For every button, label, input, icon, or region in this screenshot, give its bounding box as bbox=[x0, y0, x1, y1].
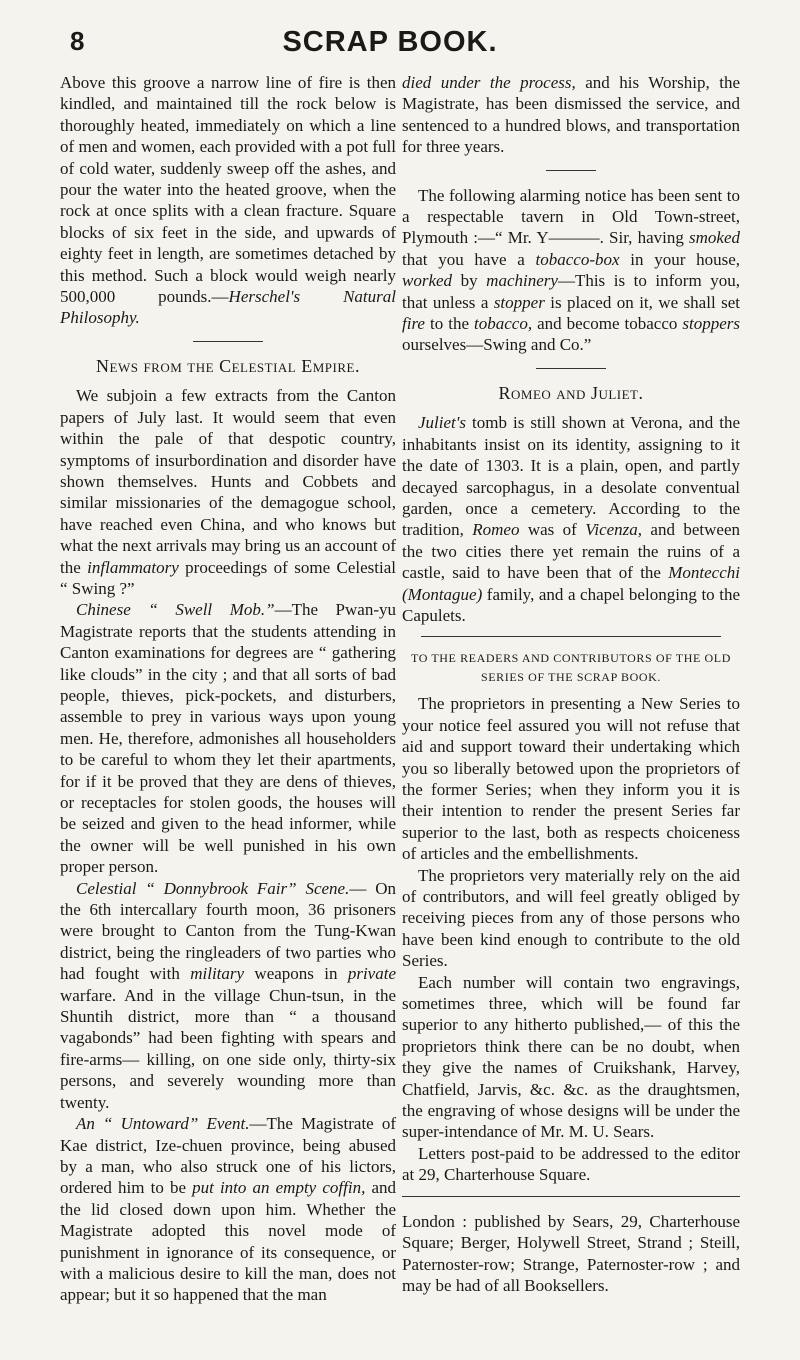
paragraph: An “ Untoward” Event.—The Magistrate of Kae district, Ize-chuen province, being abused by a man, who also struck one of his lictors, ordered him to be put into an empty coffin, and the lid closed down upon him. Whether the Magistrate adopted this novel mode of punishment in ignorance of its consequence, or with a malicious desire to kill the man, does not appear; but it so happened that the man bbox=[60, 1114, 396, 1305]
paragraph: The proprietors in presenting a New Series to your notice feel assured you will not refuse that aid and support toward their undertaking which you so liberally betowed upon the proprietors of the former Series; when they inform you it is their intention to render the present Series far superior to the last, both as respects choiceness of articles and the embellishments. bbox=[402, 694, 740, 864]
running-title: SCRAP BOOK. bbox=[282, 26, 498, 58]
paragraph: The proprietors very materially rely on the aid of contributors, and will feel greatly obliged by receiving pieces from any of those persons who have been kind enough to contribute to the old Series. bbox=[402, 865, 740, 971]
divider bbox=[402, 1196, 740, 1197]
paragraph: Juliet's tomb is still shown at Verona, and the inhabitants insist on its identity, assigning to it the date of 1303. It is a plain, open, and partly decayed sarcophagus, in a desolate conventual garden, once a cemetery. According to the tradition, Romeo was of Vicenza, and between the two cities there yet remain the ruins of a castle, said to have been that of the Montecchi (Montague) family, and a chapel belonging to the Capulets. bbox=[402, 413, 740, 625]
divider bbox=[193, 341, 263, 342]
paragraph: Chinese “ Swell Mob.”—The Pwan-yu Magistrate reports that the students attending in Canton examinations for degrees are “ gathering like clouds” in the city ; and that all sorts of bad people, thieves, pick-pockets, and disturbers, assemble to prey in various ways upon young men. He, therefore, admonishes all householders to be careful to whom they let their apartments, for if it be proved that they are dens of thieves, or receptacles for stolen goods, the houses will be seized and given to the head informer, while the owner will be well punished in his own proper person. bbox=[60, 600, 396, 877]
paragraph: Letters post-paid to be addressed to the editor at 29, Charterhouse Square. bbox=[402, 1143, 740, 1185]
paragraph: The following alarming notice has been sent to a respectable tavern in Old Town-street, Plymouth :—“ Mr. Y———. Sir, having smoked that you have a tobacco-box in your house, worked by machinery—This is to inform you, that unless a stopper is placed on it, we shall set fire to the tobacco, and become tobacco stoppers ourselves—Swing and Co.” bbox=[402, 185, 740, 355]
section-title-romeo: Romeo and Juliet. bbox=[498, 382, 644, 403]
paragraph: died under the process, and his Worship, the Magistrate, has been dismissed the service, and sentenced to a hundred blows, and transportation for three years. bbox=[402, 73, 741, 157]
imprint: London : published by Sears, 29, Charterhouse Square; Berger, Holywell Street, Strand ; Steill, Paternoster-row; Strange, Paternoster-row ; and may be had of all Booksellers. bbox=[402, 1211, 740, 1295]
section-title-celestial: News from the Celestial Empire. bbox=[96, 355, 360, 376]
page-number: 8 bbox=[70, 26, 85, 56]
paragraph: Celestial “ Donnybrook Fair” Scene.— On the 6th intercallary fourth moon, 36 prisoners were brought to Canton from the Tung-Kwan district, being the ringleaders of two parties who had fought with military weapons in private warfare. And in the village Chun-tsun, in the Shuntih district, more than “ a thousand vagabonds” had been fighting with spears and fire-arms— killing, on one side only, thirty-six persons, and severely wounding more than twenty. bbox=[60, 878, 397, 1112]
left-column bbox=[60, 72, 396, 1306]
page-header bbox=[70, 26, 710, 66]
right-column bbox=[402, 72, 740, 1296]
divider bbox=[536, 368, 606, 369]
paragraph: Each number will contain two engravings, sometimes three, which will be found far superior to any hitherto published,— of this the proprietors think there can be no doubt, when they give the names of Cruikshank, Harvey, Chatfield, Jarvis, &c. &c. as the draughtsmen, the engraving of whose designs will be under the super-intendance of Mr. M. U. Sears. bbox=[402, 972, 740, 1142]
divider bbox=[421, 636, 721, 637]
paragraph: We subjoin a few extracts from the Canton papers of July last. It would seem that even within the pale of that despotic country, symptoms of insurbordination and disorder have shown themselves. Hunts and Cobbets and similar missionaries of the demagogue school, have reached even China, and who knows but what the next arrivals may bring us an account of the inflammatory proceedings of some Celestial “ Swing ?” bbox=[60, 386, 396, 598]
divider bbox=[546, 170, 596, 171]
notice-title: TO THE READERS AND CONTRIBUTORS OF THE OLD SERIES OF THE SCRAP BOOK. bbox=[410, 651, 731, 685]
paragraph: Above this groove a narrow line of fire is then kindled, and maintained till the rock below is thoroughly heated, immediately on which a line of men and women, each provided with a pot full of cold water, suddenly sweep off the ashes, and pour the water into the heated groove, when the rock at once splits with a clean fracture. Square blocks of six feet in the side, and upwards of eighty feet in length, are sometimes detached by this method. Such a block would weigh nearly 500,000 pounds.—Herschel's Natural Philosophy. bbox=[60, 73, 396, 328]
